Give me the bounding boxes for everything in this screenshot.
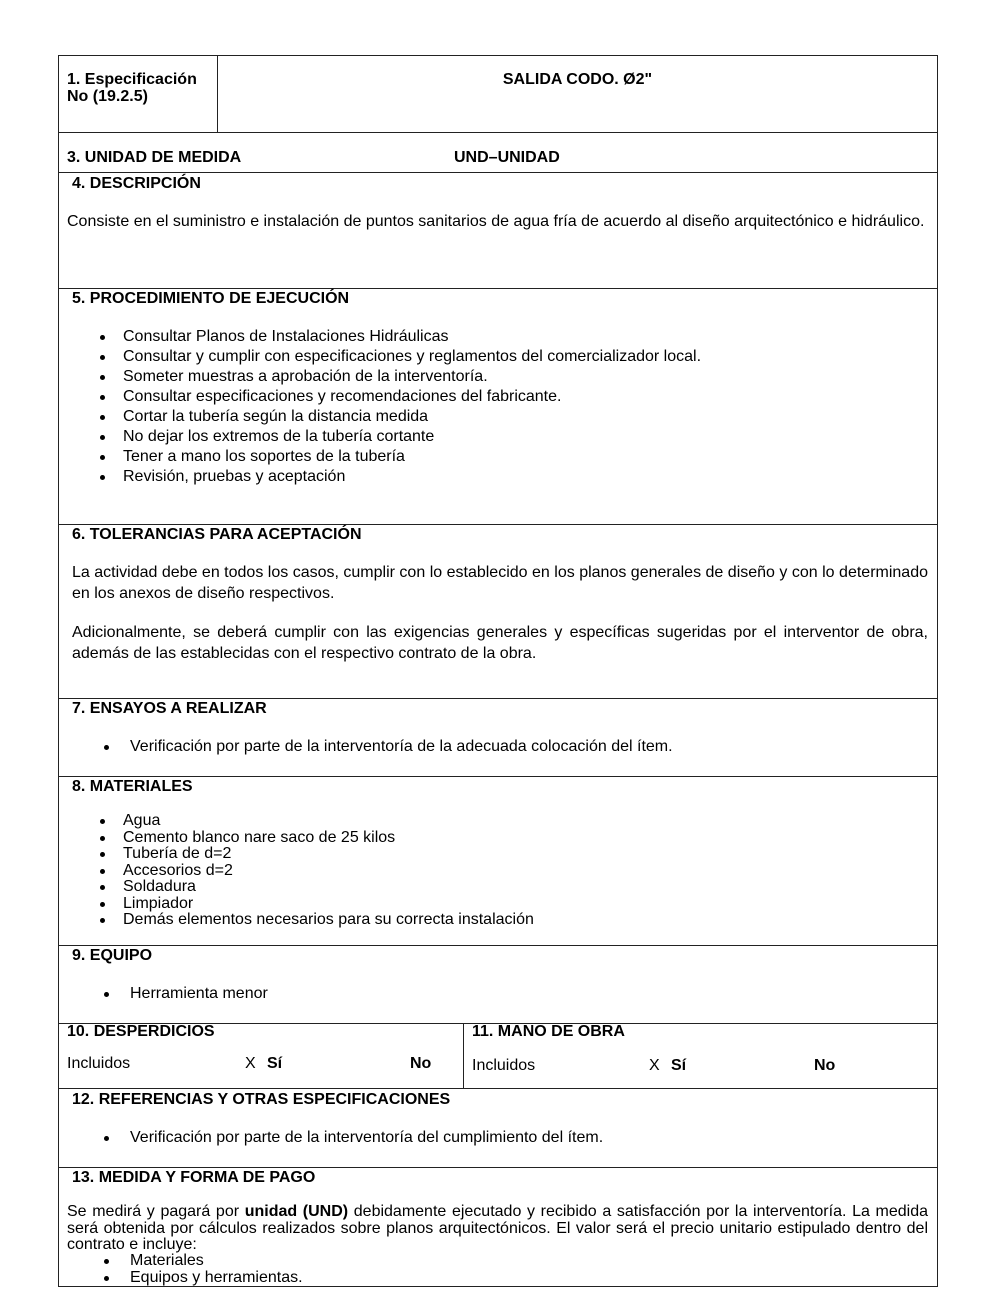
waste-heading: 10. DESPERDICIOS — [67, 1023, 215, 1040]
payment-unit: unidad (UND) — [244, 1203, 349, 1220]
list-item: Verificación por parte de la interventoría de la adecuada colocación del ítem. — [100, 737, 673, 757]
unit-value: UND–UNIDAD — [454, 149, 560, 166]
row-divider — [58, 172, 938, 173]
list-item: Accesorios d=2 — [96, 863, 534, 880]
list-item: Limpiador — [96, 896, 534, 913]
tests-heading: 7. ENSAYOS A REALIZAR — [72, 700, 267, 717]
materials-list — [96, 813, 534, 929]
equipment-heading: 9. EQUIPO — [72, 947, 153, 964]
column-divider — [217, 55, 218, 133]
procedure-heading: 5. PROCEDIMIENTO DE EJECUCIÓN — [72, 290, 350, 307]
references-list — [100, 1128, 603, 1148]
materials-heading: 8. MATERIALES — [72, 778, 193, 795]
payment-text: Se medirá y pagará por unidad (UND) debidamente ejecutado y recibido a satisfacción por la interventoría. La medida será obtenida por cálculos realizados sobre planos arquitectónicos. El valor será el precio unitario estipulado dentro del contrato e incluye: — [67, 1203, 929, 1253]
labor-check-mark: X — [649, 1057, 660, 1074]
list-item: Tener a mano los soportes de la tubería — [96, 447, 701, 467]
tolerances-paragraph: Adicionalmente, se deberá cumplir con las exigencias generales y específicas sugeridas por el interventor de obra, además de las establecidas con el respectivo contrato de la obra. — [72, 624, 928, 662]
procedure-list — [96, 327, 701, 487]
waste-check-mark: X — [245, 1055, 256, 1072]
list-item: Herramienta menor — [100, 984, 268, 1004]
unit-label: 3. UNIDAD DE MEDIDA — [67, 149, 242, 166]
list-item: Equipos y herramientas. — [100, 1270, 303, 1287]
list-item: No dejar los extremos de la tubería cortante — [96, 427, 701, 447]
payment-heading: 13. MEDIDA Y FORMA DE PAGO — [72, 1169, 316, 1186]
labor-heading: 11. MANO DE OBRA — [472, 1023, 625, 1040]
labor-yes-label: Sí — [671, 1057, 687, 1074]
list-item: Someter muestras a aprobación de la interventoría. — [96, 367, 701, 387]
labor-no-label: No — [814, 1057, 836, 1074]
waste-yes-label: Sí — [267, 1055, 283, 1072]
page-title: SALIDA CODO. Ø2" — [502, 71, 653, 88]
list-item: Verificación por parte de la interventoría del cumplimiento del ítem. — [100, 1128, 603, 1148]
list-item: Consultar especificaciones y recomendaciones del fabricante. — [96, 387, 701, 407]
column-divider — [463, 1023, 464, 1089]
description-heading: 4. DESCRIPCIÓN — [72, 175, 201, 192]
list-item: Cortar la tubería según la distancia medida — [96, 407, 701, 427]
waste-included-label: Incluidos — [67, 1055, 131, 1072]
tolerances-paragraph: La actividad debe en todos los casos, cumplir con lo establecido en los planos generales de diseño y con lo determinado en los anexos de diseño respectivos. — [72, 564, 928, 602]
list-item: Soldadura — [96, 879, 534, 896]
description-text: Consiste en el suministro e instalación de puntos sanitarios de agua fría de acuerdo al diseño arquitectónico e hidráulico. — [67, 213, 925, 230]
spec-number-label: 1. Especificación No (19.2.5) — [67, 71, 197, 105]
equipment-list — [100, 984, 268, 1004]
list-item: Materiales — [100, 1253, 303, 1270]
list-item: Consultar Planos de Instalaciones Hidráulicas — [96, 327, 701, 347]
tolerances-heading: 6. TOLERANCIAS PARA ACEPTACIÓN — [72, 526, 362, 543]
list-item: Consultar y cumplir con especificaciones y reglamentos del comercializador local. — [96, 347, 701, 367]
list-item: Demás elementos necesarios para su correcta instalación — [96, 912, 534, 929]
row-divider — [58, 132, 938, 133]
labor-included-label: Incluidos — [472, 1057, 536, 1074]
list-item: Tubería de d=2 — [96, 846, 534, 863]
payment-list — [100, 1253, 303, 1286]
list-item: Agua — [96, 813, 534, 830]
row-divider — [58, 1088, 938, 1089]
row-divider — [58, 945, 938, 946]
tests-list — [100, 737, 673, 757]
waste-no-label: No — [410, 1055, 432, 1072]
list-item: Revisión, pruebas y aceptación — [96, 467, 701, 487]
list-item: Cemento blanco nare saco de 25 kilos — [96, 830, 534, 847]
references-heading: 12. REFERENCIAS Y OTRAS ESPECIFICACIONES — [72, 1091, 451, 1108]
